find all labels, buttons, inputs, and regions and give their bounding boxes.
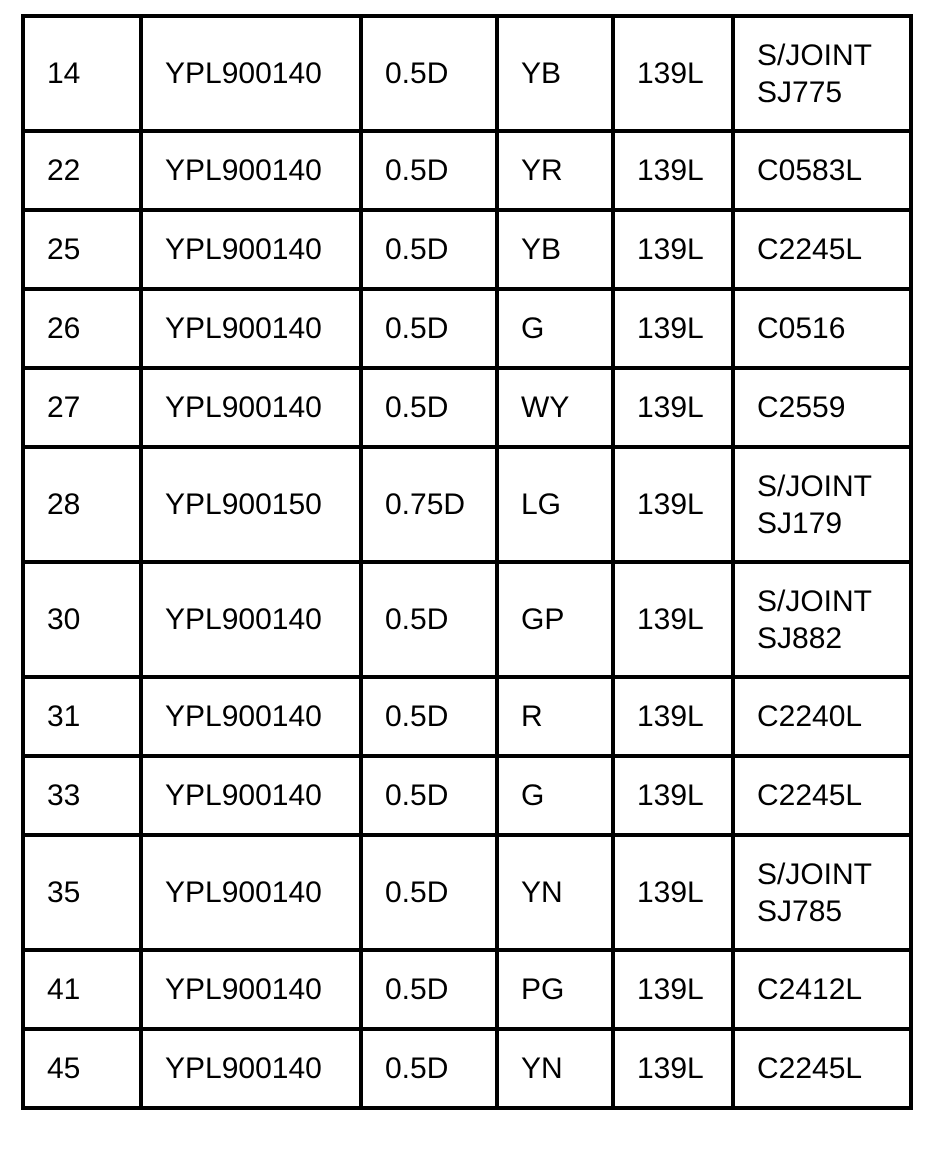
cell-length: 139L — [613, 289, 733, 368]
table-row — [23, 1029, 911, 1108]
cell-number: 33 — [23, 756, 141, 835]
cell-number: 30 — [23, 562, 141, 677]
cell-terminal — [733, 16, 911, 131]
cell-wire-size: 0.5D — [361, 835, 497, 950]
cell-terminal — [733, 677, 911, 756]
cell-wire-size: 0.5D — [361, 677, 497, 756]
cell-wire-size: 0.5D — [361, 368, 497, 447]
cell-number: 14 — [23, 16, 141, 131]
table-row — [23, 756, 911, 835]
cell-part-number: YPL900140 — [141, 677, 361, 756]
terminal-line: C2245L — [757, 233, 863, 266]
cell-wire-size: 0.5D — [361, 210, 497, 289]
cell-length: 139L — [613, 210, 733, 289]
cell-length: 139L — [613, 950, 733, 1029]
cell-length: 139L — [613, 368, 733, 447]
table-row — [23, 289, 911, 368]
cell-terminal — [733, 289, 911, 368]
cell-wire-size: 0.5D — [361, 1029, 497, 1108]
cell-part-number: YPL900140 — [141, 756, 361, 835]
cell-length: 139L — [613, 1029, 733, 1108]
cell-terminal — [733, 950, 911, 1029]
terminal-line: C2412L — [757, 973, 863, 1006]
cell-wire-size: 0.5D — [361, 289, 497, 368]
table-body — [23, 16, 911, 1108]
cell-number: 26 — [23, 289, 141, 368]
cell-part-number: YPL900140 — [141, 16, 361, 131]
cell-terminal — [733, 368, 911, 447]
terminal-line: C2240L — [757, 700, 863, 733]
cell-number: 35 — [23, 835, 141, 950]
cell-wire-color: YR — [497, 131, 613, 210]
cell-part-number: YPL900140 — [141, 289, 361, 368]
cell-terminal — [733, 1029, 911, 1108]
wire-table — [21, 14, 913, 1110]
cell-number: 41 — [23, 950, 141, 1029]
cell-length: 139L — [613, 131, 733, 210]
cell-part-number: YPL900140 — [141, 562, 361, 677]
terminal-line: C2245L — [757, 779, 863, 812]
cell-terminal — [733, 131, 911, 210]
terminal-line: C0516 — [757, 312, 846, 345]
terminal-line: SJ882 — [757, 621, 843, 655]
terminal-line: SJ785 — [757, 894, 843, 928]
cell-wire-size: 0.5D — [361, 562, 497, 677]
cell-part-number: YPL900140 — [141, 950, 361, 1029]
terminal-line: S/JOINT — [757, 38, 873, 72]
cell-terminal — [733, 756, 911, 835]
cell-wire-size: 0.5D — [361, 16, 497, 131]
terminal-line: C2245L — [757, 1052, 863, 1085]
cell-wire-color: PG — [497, 950, 613, 1029]
cell-length: 139L — [613, 16, 733, 131]
cell-wire-color: LG — [497, 447, 613, 562]
cell-length: 139L — [613, 677, 733, 756]
cell-wire-color: YN — [497, 1029, 613, 1108]
cell-wire-size: 0.75D — [361, 447, 497, 562]
cell-wire-size: 0.5D — [361, 756, 497, 835]
cell-wire-color: R — [497, 677, 613, 756]
cell-terminal — [733, 210, 911, 289]
cell-part-number: YPL900140 — [141, 835, 361, 950]
cell-number: 22 — [23, 131, 141, 210]
table-row — [23, 131, 911, 210]
terminal-line: S/JOINT — [757, 584, 873, 618]
cell-length: 139L — [613, 562, 733, 677]
cell-wire-size: 0.5D — [361, 131, 497, 210]
cell-wire-size: 0.5D — [361, 950, 497, 1029]
cell-number: 31 — [23, 677, 141, 756]
table-row — [23, 950, 911, 1029]
cell-number: 27 — [23, 368, 141, 447]
table-row — [23, 210, 911, 289]
table-row — [23, 677, 911, 756]
cell-wire-color: YN — [497, 835, 613, 950]
table-row — [23, 835, 911, 950]
cell-wire-color: WY — [497, 368, 613, 447]
cell-number: 45 — [23, 1029, 141, 1108]
cell-terminal — [733, 447, 911, 562]
cell-wire-color: YB — [497, 210, 613, 289]
terminal-line: S/JOINT — [757, 469, 873, 503]
table-row — [23, 16, 911, 131]
cell-length: 139L — [613, 756, 733, 835]
terminal-line: SJ179 — [757, 506, 843, 540]
terminal-line: C2559 — [757, 391, 846, 424]
cell-wire-color: YB — [497, 16, 613, 131]
document-sheet — [21, 14, 909, 1164]
terminal-line: S/JOINT — [757, 857, 873, 891]
cell-wire-color: GP — [497, 562, 613, 677]
table-row — [23, 368, 911, 447]
terminal-line: C0583L — [757, 154, 863, 187]
cell-part-number: YPL900140 — [141, 210, 361, 289]
cell-part-number: YPL900140 — [141, 368, 361, 447]
cell-terminal — [733, 835, 911, 950]
terminal-line: SJ775 — [757, 75, 843, 109]
cell-wire-color: G — [497, 756, 613, 835]
cell-length: 139L — [613, 835, 733, 950]
cell-part-number: YPL900150 — [141, 447, 361, 562]
table-row — [23, 447, 911, 562]
cell-number: 25 — [23, 210, 141, 289]
cell-wire-color: G — [497, 289, 613, 368]
cell-length: 139L — [613, 447, 733, 562]
cell-number: 28 — [23, 447, 141, 562]
cell-part-number: YPL900140 — [141, 131, 361, 210]
cell-part-number: YPL900140 — [141, 1029, 361, 1108]
cell-terminal — [733, 562, 911, 677]
table-row — [23, 562, 911, 677]
